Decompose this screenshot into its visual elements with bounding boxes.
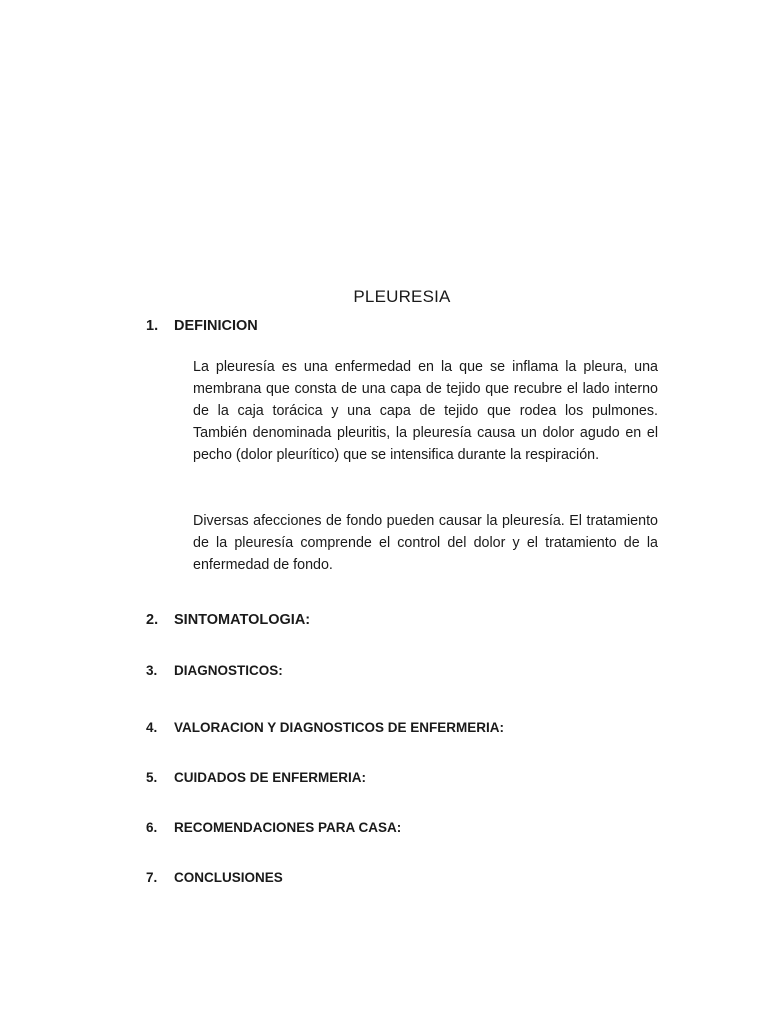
- section-sintomatologia: [146, 612, 666, 628]
- section-diagnosticos: [146, 663, 666, 678]
- section-title: RECOMENDACIONES PARA CASA:: [174, 820, 402, 835]
- definition-paragraph-1: La pleuresía es una enfermedad en la que se inflama la pleura, una membrana que consta de una capa de tejido que recubre el lado interno de la caja torácica y una capa de tejido que rodea los pulmones. También denominada pleuritis, la pleuresía causa un dolor agudo en el pecho (dolor pleurítico) que se intensifica durante la respiración.: [193, 359, 658, 463]
- section-title: VALORACION Y DIAGNOSTICOS DE ENFERMERIA:: [174, 720, 505, 735]
- section-number: 3.: [146, 663, 158, 678]
- section-recomendaciones: [146, 820, 666, 835]
- section-title: SINTOMATOLOGIA:: [174, 612, 311, 628]
- section-title: CUIDADOS DE ENFERMERIA:: [174, 770, 367, 785]
- section-definicion: [146, 318, 666, 334]
- section-number: 1.: [146, 318, 159, 334]
- section-number: 6.: [146, 820, 158, 835]
- section-valoracion: [146, 720, 666, 735]
- section-number: 5.: [146, 770, 158, 785]
- section-title: DIAGNOSTICOS:: [174, 663, 283, 678]
- section-title: CONCLUSIONES: [174, 870, 283, 885]
- section-cuidados: [146, 770, 666, 785]
- definition-paragraph-2: Diversas afecciones de fondo pueden causar la pleuresía. El tratamiento de la pleuresía comprende el control del dolor y el tratamiento de la enfermedad de fondo.: [193, 513, 658, 573]
- section-heading: [146, 820, 666, 835]
- section-heading: [146, 870, 666, 885]
- section-number: 4.: [146, 720, 158, 735]
- section-heading: [146, 318, 666, 334]
- section-heading: [146, 612, 666, 628]
- section-number: 7.: [146, 870, 158, 885]
- section-heading: [146, 720, 666, 735]
- section-conclusiones: [146, 870, 666, 885]
- section-heading: [146, 663, 666, 678]
- document-title: PLEURESIA: [353, 287, 451, 306]
- section-number: 2.: [146, 612, 159, 628]
- section-heading: [146, 770, 666, 785]
- section-title: DEFINICION: [174, 318, 258, 334]
